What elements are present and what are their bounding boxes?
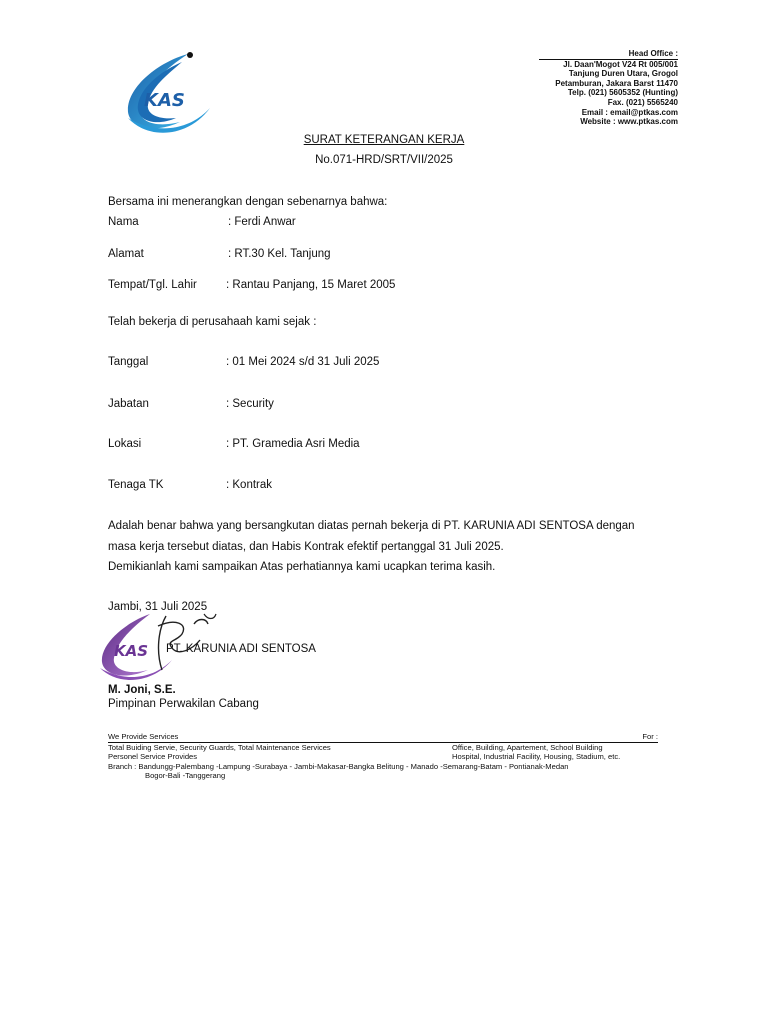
jabatan-value: : Security [226,398,274,410]
branch-list: Branch : Bandungg-Palembang -Lampung -Surabaya - Jambi-Makasar-Bangka Belitung - Manado -Semarang-Batam - Pontianak-Medan [108,761,569,771]
tenaga-label: Tenaga TK [108,479,164,491]
nama-value: : Ferdi Anwar [228,216,296,228]
for-label: For : [642,732,658,741]
document-number: No.071-HRD/SRT/VII/2025 [315,154,453,166]
alamat-value: : RT.30 Kel. Tanjung [228,248,331,260]
services-label: We Provide Services [108,732,179,741]
place-date: Jambi, 31 Juli 2025 [108,601,208,613]
address-line: Tanjung Duren Utara, Grogol [568,69,678,79]
head-office-block [478,49,678,127]
tenaga-value: : Kontrak [226,479,273,491]
nama-label: Nama [108,216,139,228]
document-title: SURAT KETERANGAN KERJA [303,134,465,146]
ttl-value: : Rantau Panjang, 15 Maret 2005 [226,279,396,291]
jabatan-label: Jabatan [108,398,149,410]
closing-line: Demikianlah kami sampaikan Atas perhatiannya kami ucapkan terima kasih. [108,561,496,573]
address-line: Petamburan, Jakara Barst 11470 [555,78,678,88]
lokasi-value: : PT. Gramedia Asri Media [226,438,360,450]
svg-text:KAS: KAS [114,642,149,660]
signer-name: M. Joni, S.E. [108,684,176,696]
alamat-label: Alamat [108,248,144,260]
company-logo [118,48,214,140]
signer-title: Pimpinan Perwakilan Cabang [108,698,259,710]
for-item: Hospital, Industrial Facility, Housing, Stadium, etc. [452,752,621,762]
tanggal-label: Tanggal [108,356,149,368]
branch-list-cont: Bogor-Bali -Tanggerang [145,771,226,781]
website-line: Website : www.ptkas.com [580,117,678,127]
ttl-label: Tempat/Tgl. Lahir [108,279,197,291]
email-line: Email : email@ptkas.com [581,107,678,117]
lokasi-label: Lokasi [108,438,142,450]
head-office-title: Head Office : [539,49,678,60]
for-item: Office, Building, Apartement, School Building [452,742,603,752]
footer [108,732,658,781]
fax-line: Fax. (021) 5565240 [607,97,678,107]
service-item: Personel Service Provides [108,752,198,762]
service-item: Total Buiding Servie, Security Guards, Total Maintenance Services [108,742,331,752]
intro-text: Bersama ini menerangkan dengan sebenarnya bahwa: [108,196,388,208]
statement-line-1: Adalah benar bahwa yang bersangkutan diatas pernah bekerja di PT. KARUNIA ADI SENTOSA dengan [108,520,635,532]
employment-intro: Telah bekerja di perusahaah kami sejak : [108,316,317,328]
statement-line-2: masa kerja tersebut diatas, dan Habis Kontrak efektif pertanggal 31 Juli 2025. [108,541,504,553]
phone-line: Telp. (021) 5605352 (Hunting) [567,88,678,98]
svg-text:KAS: KAS [144,90,185,111]
company-name: PT. KARUNIA ADI SENTOSA [166,643,316,655]
tanggal-value: : 01 Mei 2024 s/d 31 Juli 2025 [226,356,380,368]
address-line: Jl. Daan'Mogot V24 Rt 005/001 [563,59,678,69]
